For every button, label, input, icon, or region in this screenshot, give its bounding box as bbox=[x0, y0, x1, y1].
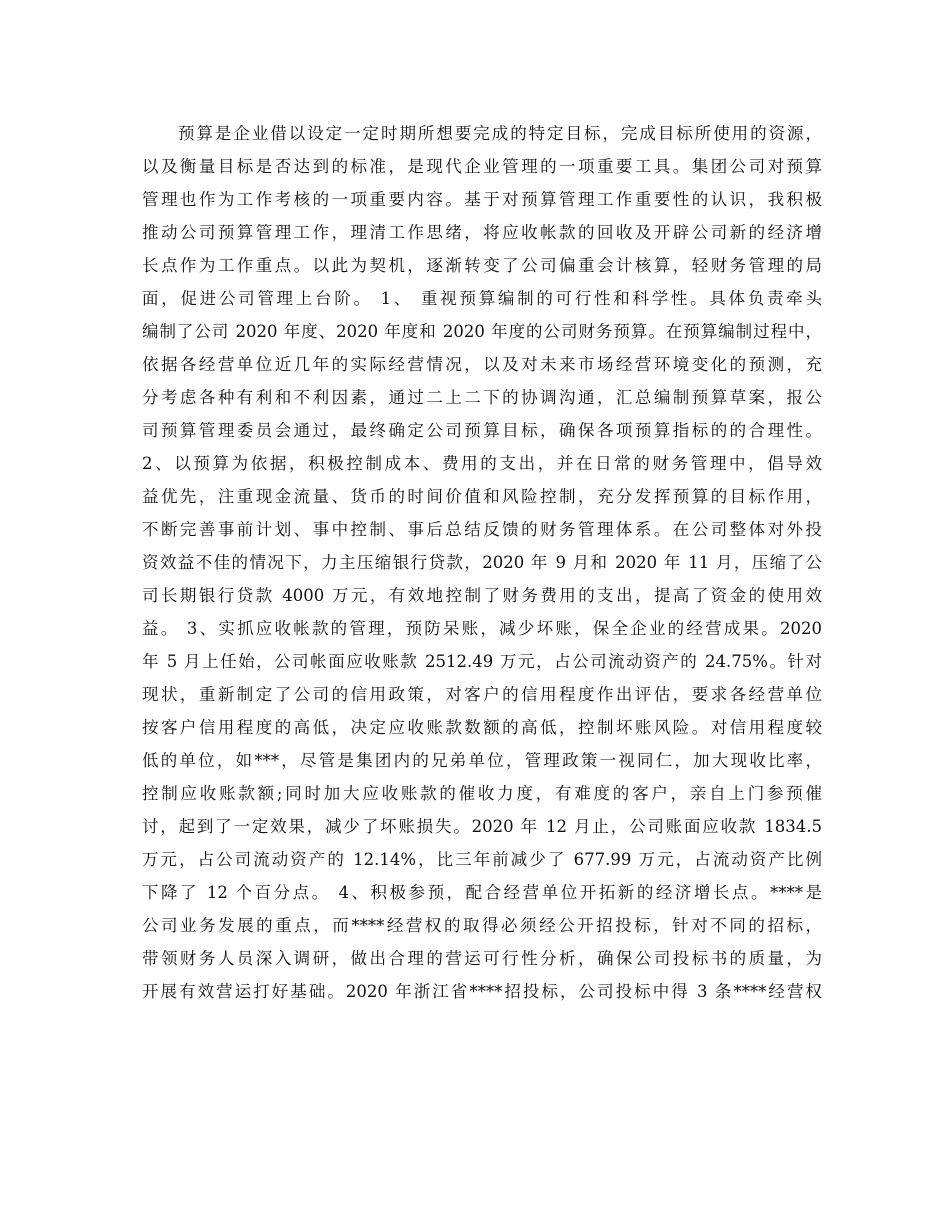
paragraph-line: 益优先，注重现金流量、货币的时间价值和风险控制，充分发挥预算的目标作用， bbox=[142, 487, 822, 506]
body-paragraph bbox=[142, 117, 822, 1008]
paragraph-line: 讨，起到了一定效果，减少了坏账损失。2020 年 12 月止，公司账面应收款 1834.5 bbox=[142, 817, 822, 836]
paragraph-line: 万元，占公司流动资产的 12.14%，比三年前减少了 677.99 万元，占流动资产比例 bbox=[142, 850, 822, 869]
paragraph-line: 不断完善事前计划、事中控制、事后总结反馈的财务管理体系。在公司整体对外投 bbox=[142, 520, 822, 539]
paragraph-line: 司长期银行贷款 4000 万元，有效地控制了财务费用的支出，提高了资金的使用效 bbox=[142, 586, 822, 605]
paragraph-line: 带领财务人员深入调研，做出合理的营运可行性分析，确保公司投标书的质量，为 bbox=[142, 949, 822, 968]
paragraph-line: 开展有效营运打好基础。2020 年浙江省****招投标，公司投标中得 3 条****经营权 bbox=[142, 982, 822, 1001]
paragraph-line: 现状，重新制定了公司的信用政策，对客户的信用程度作出评估，要求各经营单位 bbox=[142, 685, 822, 704]
paragraph-line: 下降了 12 个百分点。 4、积极参预，配合经营单位开拓新的经济增长点。****是 bbox=[142, 883, 822, 902]
paragraph-line: 益。 3、实抓应收帐款的管理，预防呆账，减少坏账，保全企业的经营成果。2020 bbox=[142, 619, 822, 638]
paragraph-line: 低的单位，如***，尽管是集团内的兄弟单位，管理政策一视同仁，加大现收比率， bbox=[142, 751, 822, 770]
paragraph-line: 长点作为工作重点。以此为契机，逐渐转变了公司偏重会计核算，轻财务管理的局 bbox=[142, 256, 822, 275]
paragraph-line: 以及衡量目标是否达到的标准，是现代企业管理的一项重要工具。集团公司对预算 bbox=[142, 157, 822, 176]
paragraph-line: 控制应收账款额;同时加大应收账款的催收力度，有难度的客户，亲自上门参预催 bbox=[142, 784, 822, 803]
paragraph-line: 依据各经营单位近几年的实际经营情况，以及对未来市场经营环境变化的预测，充 bbox=[142, 355, 822, 374]
paragraph-line: 面，促进公司管理上台阶。 1、 重视预算编制的可行性和科学性。具体负责牵头 bbox=[142, 289, 822, 308]
paragraph-line: 分考虑各种有利和不利因素，通过二上二下的协调沟通，汇总编制预算草案，报公 bbox=[142, 388, 822, 407]
paragraph-line: 资效益不佳的情况下，力主压缩银行贷款，2020 年 9 月和 2020 年 11 月，压缩了公 bbox=[142, 553, 822, 572]
paragraph-line: 推动公司预算管理工作，理清工作思绪，将应收帐款的回收及开辟公司新的经济增 bbox=[142, 223, 822, 242]
paragraph-line: 公司业务发展的重点，而****经营权的取得必须经公开招投标，针对不同的招标， bbox=[142, 916, 822, 935]
paragraph-line: 管理也作为工作考核的一项重要内容。基于对预算管理工作重要性的认识，我积极 bbox=[142, 190, 822, 209]
paragraph-line: 2、以预算为依据，积极控制成本、费用的支出，并在日常的财务管理中，倡导效 bbox=[142, 454, 822, 473]
paragraph-line: 按客户信用程度的高低，决定应收账款数额的高低，控制坏账风险。对信用程度较 bbox=[142, 718, 822, 737]
paragraph-line: 编制了公司 2020 年度、2020 年度和 2020 年度的公司财务预算。在预算编制过程中， bbox=[142, 322, 822, 341]
paragraph-line: 预算是企业借以设定一定时期所想要完成的特定目标，完成目标所使用的资源， bbox=[178, 124, 822, 143]
paragraph-line: 年 5 月上任始，公司帐面应收账款 2512.49 万元，占公司流动资产的 24.75%。针对 bbox=[142, 652, 822, 671]
paragraph-line: 司预算管理委员会通过，最终确定公司预算目标，确保各项预算指标的的合理性。 bbox=[142, 421, 822, 440]
